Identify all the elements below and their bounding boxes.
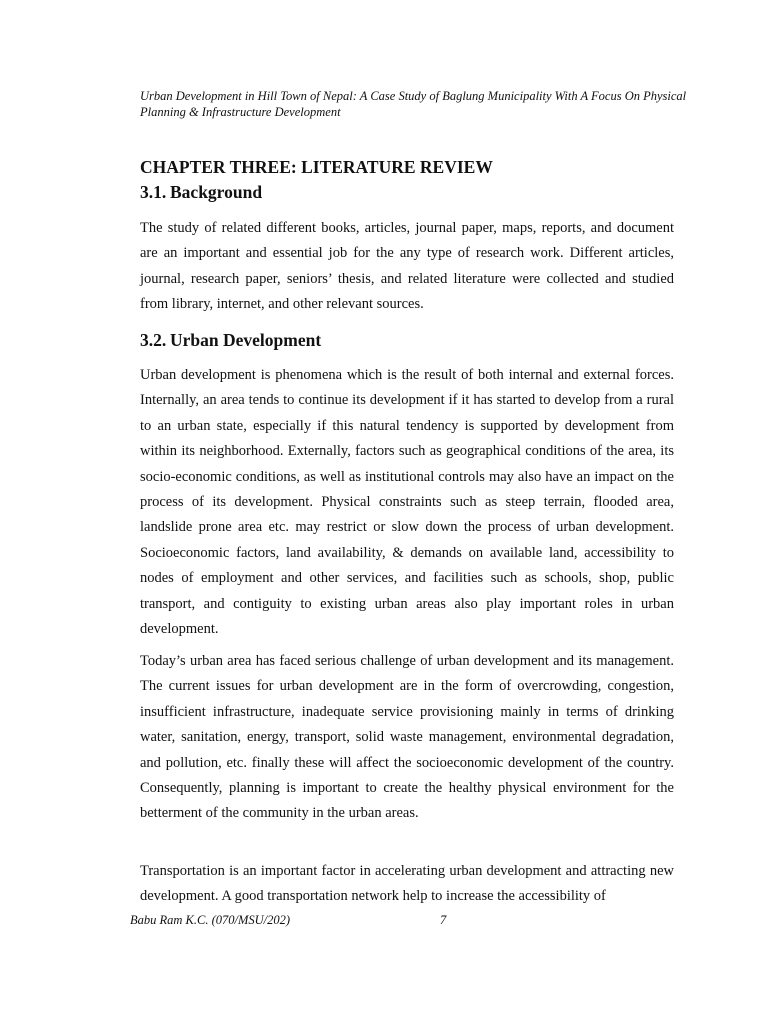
- section-title: Background: [170, 182, 263, 202]
- page-number: 7: [440, 913, 447, 927]
- chapter-title: CHAPTER THREE: LITERATURE REVIEW: [140, 157, 493, 177]
- section-number: 3.1.: [140, 182, 167, 202]
- section-number: 3.2.: [140, 330, 167, 350]
- section-heading-urban-development: [140, 330, 321, 350]
- running-header: Urban Development in Hill Town of Nepal: A Case Study of Baglung Municipality With A Focus On Physical Planning & Infrastructure Development: [140, 89, 687, 119]
- paragraph-transportation: Transportation is an important factor in accelerating urban development and attracting new development. A good transportation network help to increase the accessibility of: [140, 863, 674, 905]
- paragraph-background: The study of related different books, articles, journal paper, maps, reports, and document are an important and essential job for the any type of research work. Different articles, journal, research paper, seniors’ thesis, and related literature were collected and studied from library, internet, and other relevant sources.: [140, 220, 674, 313]
- footer-author: Babu Ram K.C. (070/MSU/202): [130, 913, 291, 927]
- paragraph-urban-development-forces: Urban development is phenomena which is the result of both internal and external forces. Internally, an area tends to continue its development if it has started to develop from a rural to an urban state, especially if this natural tendency is supported by development from within its neighborhood. Externally, factors such as geographical conditions of the area, its socio-economic conditions, as well as institutional controls may also have an impact on the process of its development. Physical constraints such as steep terrain, flooded area, landslide prone area etc. may restrict or slow down the process of urban development. Socioeconomic factors, land availability, & demands on available land, accessibility to nodes of employment and other services, and facilities such as schools, shop, public transport, and contiguity to existing urban areas also play important roles in urban development.: [140, 367, 674, 638]
- section-heading-background: [140, 182, 262, 202]
- section-title: Urban Development: [170, 330, 322, 350]
- paragraph-urban-challenges: Today’s urban area has faced serious challenge of urban development and its management. The current issues for urban development are in the form of overcrowding, congestion, insufficient infrastructure, inadequate service provisioning mainly in terms of drinking water, sanitation, energy, transport, solid waste management, environmental degradation, and pollution, etc. finally these will affect the socioeconomic development of the country. Consequently, planning is important to create the healthy physical environment for the betterment of the community in the urban areas.: [140, 653, 674, 822]
